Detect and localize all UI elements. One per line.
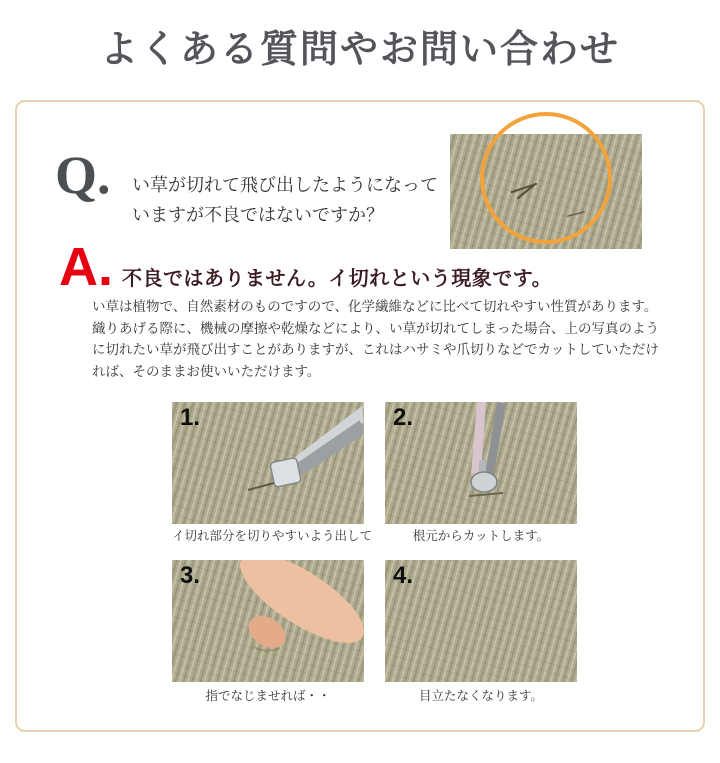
step-3-image: [172, 560, 364, 682]
step-3-caption: 指でなじませれば・・: [205, 689, 331, 703]
highlight-circle: [480, 112, 612, 244]
answer-body-line-3: に切れたい草が飛び出すことがありますが、これはハサミや爪切りなどでカットしていただけ: [92, 342, 659, 357]
step-2-caption: 根元からカットします。: [412, 529, 550, 543]
nail-clipper-upright-icon: [385, 402, 577, 524]
answer-label: A.: [59, 237, 113, 297]
step-1-caption: イ切れ部分を切りやすいよう出して: [172, 529, 373, 543]
answer-body: [92, 296, 667, 382]
step-1-number: 1.: [180, 404, 201, 431]
question-text: [132, 170, 472, 230]
answer-body-line-2: 織りあげる際に、機械の摩擦や乾燥などにより、い草が切れてしまった場合、上の写真のよう: [92, 320, 659, 336]
step-2-image: [385, 402, 577, 524]
faq-box: [15, 100, 705, 732]
step-2-number: 2.: [393, 404, 414, 431]
step-3-number: 3.: [180, 562, 201, 589]
step-1-image: [172, 402, 364, 524]
finger-icon: [172, 560, 364, 682]
question-line-2: いますが不良ではないですか？: [132, 205, 384, 225]
question-line-1: い草が切れて飛び出したようになって: [132, 175, 438, 195]
page-title: よくある質問やお問い合わせ: [99, 29, 620, 71]
answer-body-line-4: れば、そのままお使いいただけます。: [92, 363, 321, 379]
answer-heading: 不良ではありません。イ切れという現象です。: [122, 268, 553, 290]
question-label: Q.: [55, 145, 111, 205]
step-4-number: 4.: [393, 562, 414, 589]
step-4-caption: 目立たなくなります。: [418, 689, 543, 703]
answer-body-line-1: い草は植物で、自然素材のものですので、化学繊維などに比べて切れやすい性質があります。: [92, 299, 658, 314]
step-4-image: [385, 560, 577, 682]
nail-clipper-angled-icon: [172, 402, 364, 524]
